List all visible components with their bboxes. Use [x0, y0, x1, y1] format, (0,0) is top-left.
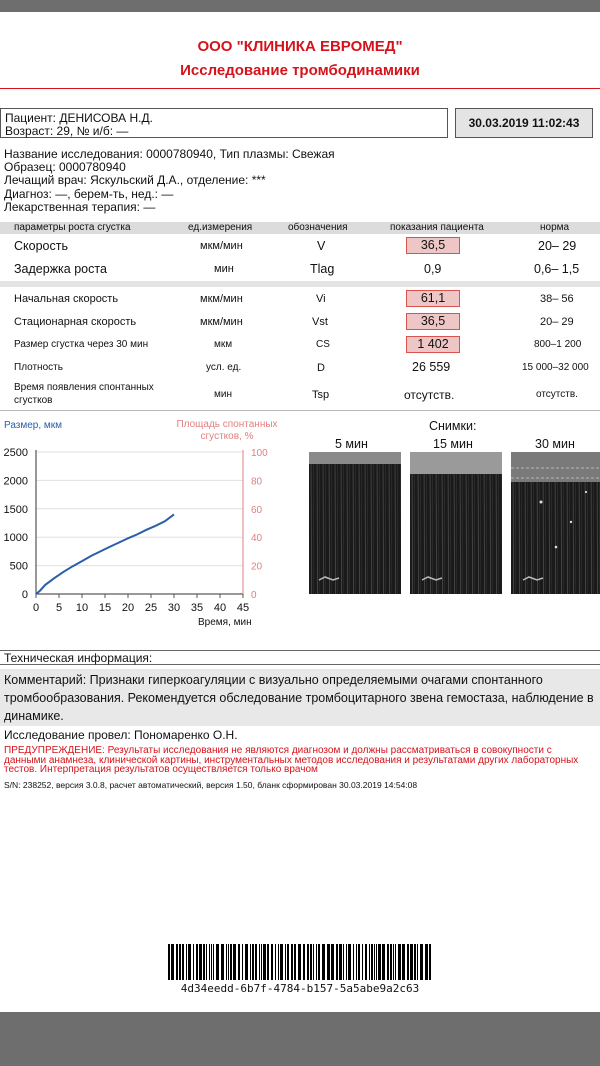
barcode-bar	[348, 944, 351, 980]
info-line: Лечащий врач: Яскульский Д.А., отделение: ***	[4, 173, 266, 188]
barcode-bar	[168, 944, 170, 980]
barcode	[168, 944, 434, 980]
param-unit: мин	[214, 389, 232, 400]
patient-value-flagged: 61,1	[406, 290, 460, 307]
param-norm: 38– 56	[540, 293, 574, 305]
barcode-bar	[310, 944, 312, 980]
barcode-bar	[193, 944, 194, 980]
barcode-bar	[298, 944, 301, 980]
param-norm: 0,6– 1,5	[534, 262, 580, 276]
barcode-bar	[275, 944, 276, 980]
barcode-bar	[213, 944, 214, 980]
barcode-bar	[307, 944, 309, 980]
snapshot-texture	[410, 452, 502, 594]
param-name	[14, 381, 154, 407]
header-unit: ед.измерения	[188, 222, 253, 233]
table-row	[0, 259, 600, 279]
param-norm: 800–1 200	[534, 339, 582, 350]
chart-grid	[36, 452, 243, 566]
header-norm: норма	[540, 222, 570, 233]
patient-age: Возраст: 29, № и/б: —	[5, 124, 129, 138]
param-code: Tlag	[310, 262, 335, 276]
param-name: Задержка роста	[14, 262, 107, 276]
param-code: V	[317, 239, 326, 253]
patient-value: 0,9	[424, 262, 442, 276]
barcode-bar	[362, 944, 363, 980]
barcode-bar	[358, 944, 360, 980]
param-unit: мин	[214, 263, 234, 275]
barcode-bar	[376, 944, 377, 980]
barcode-bar	[356, 944, 357, 980]
barcode-bar	[267, 944, 269, 980]
barcode-bar	[199, 944, 202, 980]
barcode-bar	[346, 944, 347, 980]
patient-value: 26 559	[412, 360, 451, 374]
size-curve	[36, 514, 174, 594]
param-unit: усл. ед.	[206, 362, 242, 373]
report-datetime: 30.03.2019 11:02:43	[455, 108, 593, 138]
barcode-bar	[387, 944, 389, 980]
param-name-line: сгустков	[14, 395, 53, 406]
patient-value-flagged: 36,5	[406, 313, 460, 330]
param-norm: отсутств.	[536, 389, 578, 400]
barcode-bar	[390, 944, 392, 980]
barcode-bar	[182, 944, 184, 980]
y-tick-label: 1000	[3, 532, 28, 545]
header-code: обозначения	[288, 222, 348, 233]
x-tick-label: 25	[144, 602, 158, 614]
tech-info: Техническая информация:	[0, 650, 600, 665]
chart-ticks	[4, 447, 269, 614]
y-tick-label: 500	[9, 560, 28, 573]
snapshot-label-30: 30 мин	[535, 437, 575, 451]
param-norm: 15 000–32 000	[522, 362, 589, 373]
barcode-bar	[417, 944, 418, 980]
patient-value: отсутств.	[404, 388, 455, 402]
barcode-bar	[294, 944, 296, 980]
barcode-bar	[318, 944, 320, 980]
growth-chart	[0, 440, 300, 640]
barcode-bar	[395, 944, 396, 980]
barcode-bar	[271, 944, 273, 980]
x-tick-label: 40	[213, 602, 227, 614]
y-tick-label: 1500	[3, 503, 28, 516]
bottom-bar	[0, 1012, 600, 1066]
x-tick-label: 45	[236, 602, 250, 614]
barcode-bar	[343, 944, 344, 980]
barcode-bar	[316, 944, 317, 980]
table-row	[0, 380, 600, 408]
x-tick-label: 0	[32, 602, 40, 614]
barcode-bar	[171, 944, 174, 980]
patient-value-flagged: 1 402	[406, 336, 460, 353]
table-row	[0, 335, 600, 355]
snapshot-label-15: 15 мин	[433, 437, 473, 451]
barcode-bar	[176, 944, 178, 980]
barcode-bar	[303, 944, 305, 980]
barcode-bar	[245, 944, 248, 980]
barcode-bar	[407, 944, 409, 980]
barcode-bar	[280, 944, 283, 980]
barcode-bar	[322, 944, 325, 980]
param-unit: мкм/мин	[200, 293, 243, 305]
info-line: Диагноз: —, берем-ть, нед.: —	[4, 186, 174, 201]
patient-name: Пациент: ДЕНИСОВА Н.Д.	[5, 111, 153, 125]
param-name: Стационарная скорость	[14, 316, 137, 328]
param-norm: 20– 29	[540, 316, 574, 328]
patient-box	[0, 108, 448, 138]
barcode-bar	[226, 944, 227, 980]
title-divider	[0, 88, 600, 89]
param-code: Vst	[312, 316, 328, 328]
barcode-bar	[230, 944, 232, 980]
x-tick-label: 15	[98, 602, 112, 614]
barcode-bar	[291, 944, 293, 980]
param-code: CS	[316, 339, 330, 350]
snapshot-image-5	[309, 452, 401, 594]
snapshot-label-5: 5 мин	[335, 437, 368, 451]
barcode-bar	[263, 944, 266, 980]
y-tick-label: 2500	[3, 447, 28, 459]
header-value: показания пациента	[390, 222, 484, 233]
param-name: Скорость	[14, 239, 68, 253]
snapshot-image-15	[410, 452, 502, 594]
study-info	[4, 148, 335, 214]
barcode-bar	[250, 944, 251, 980]
barcode-bar	[327, 944, 330, 980]
param-name: Плотность	[14, 362, 63, 373]
barcode-bar	[371, 944, 373, 980]
barcode-bar	[211, 944, 212, 980]
snapshot-texture	[309, 452, 401, 594]
x-tick-label: 35	[190, 602, 204, 614]
y-tick-label: 0	[21, 589, 28, 601]
param-code: Tsp	[312, 389, 330, 401]
barcode-id: 4d34eedd-6b7f-4784-b157-5a5abe9a2c63	[180, 982, 420, 995]
barcode-bar	[425, 944, 428, 980]
param-name-line: Время появления спонтанных	[14, 382, 154, 393]
barcode-bar	[255, 944, 257, 980]
y2-tick-label: 60	[251, 504, 263, 516]
barcode-bar	[261, 944, 262, 980]
barcode-bar	[382, 944, 385, 980]
barcode-bar	[216, 944, 219, 980]
barcode-bar	[336, 944, 338, 980]
barcode-bar	[378, 944, 381, 980]
barcode-bar	[398, 944, 401, 980]
table-row	[0, 236, 600, 256]
barcode-bar	[353, 944, 354, 980]
barcode-bar	[228, 944, 229, 980]
table-separator	[0, 281, 600, 287]
barcode-bar	[278, 944, 279, 980]
barcode-bar	[393, 944, 394, 980]
chart-y2label: Площадь спонтанных сгустков, %	[176, 419, 278, 442]
param-name: Начальная скорость	[14, 293, 119, 305]
barcode-bar	[179, 944, 181, 980]
info-line: Лекарственная терапия: —	[4, 199, 156, 214]
x-tick-label: 20	[121, 602, 135, 614]
table-row	[0, 312, 600, 332]
barcode-bar	[414, 944, 416, 980]
param-code: D	[317, 362, 325, 374]
chart-axes	[36, 450, 243, 594]
param-name: Размер сгустка через 30 мин	[14, 339, 149, 350]
barcode-bar	[374, 944, 375, 980]
param-code: Vi	[316, 293, 326, 305]
barcode-bar	[203, 944, 205, 980]
barcode-bar	[259, 944, 260, 980]
comment: Комментарий: Признаки гиперкоагуляции с визуально определяемыми очагами спонтанного тромбообразования. Рекомендуется обследование тромбоцитарного звена гемостаза, наблюдение в динамике.	[0, 669, 600, 726]
barcode-bar	[209, 944, 210, 980]
barcode-bar	[186, 944, 187, 980]
top-bar	[0, 0, 600, 12]
chart-ylabel: Размер, мкм	[4, 420, 63, 431]
barcode-bar	[420, 944, 423, 980]
y2-tick-label: 0	[251, 590, 257, 601]
barcode-bar	[410, 944, 413, 980]
performer: Исследование провел: Пономаренко О.Н.	[4, 728, 238, 742]
x-tick-label: 5	[55, 602, 63, 614]
header-param: параметры роста сгустка	[14, 222, 131, 233]
barcode-bar	[221, 944, 224, 980]
table-row	[0, 289, 600, 309]
table-header	[0, 222, 600, 234]
param-norm: 20– 29	[538, 239, 577, 253]
barcode-bar	[429, 944, 431, 980]
clinic-name: ООО "КЛИНИКА ЕВРОМЕД"	[197, 38, 403, 55]
chart-xlabel: Время, мин	[198, 617, 252, 628]
param-unit: мкм/мин	[200, 316, 243, 328]
y-tick-label: 2000	[3, 475, 28, 488]
snapshots-title: Снимки:	[429, 419, 477, 433]
barcode-bar	[196, 944, 198, 980]
y2-tick-label: 40	[251, 533, 263, 545]
snapshot-image-30	[511, 452, 600, 594]
barcode-bar	[238, 944, 240, 980]
x-tick-label: 30	[167, 602, 181, 614]
barcode-bar	[313, 944, 314, 980]
barcode-bar	[331, 944, 334, 980]
y2-tick-label: 80	[251, 476, 263, 488]
param-unit: мкм	[214, 339, 233, 350]
y2-tick-label: 100	[251, 448, 268, 459]
barcode-bar	[285, 944, 286, 980]
study-title: Исследование тромбодинамики	[180, 62, 420, 79]
info-line: Образец: 0000780940	[4, 160, 126, 175]
barcode-bar	[339, 944, 342, 980]
barcode-bar	[206, 944, 207, 980]
snapshot-texture	[511, 452, 600, 594]
barcode-bar	[369, 944, 370, 980]
barcode-bar	[233, 944, 236, 980]
barcode-bar	[287, 944, 289, 980]
serial-info: S/N: 238252, версия 3.0.8, расчет автоматический, версия 1.50, бланк сформирован 30.03.2019 14:54:08	[4, 780, 418, 790]
barcode-bar	[242, 944, 243, 980]
info-line: Название исследования: 0000780940, Тип плазмы: Свежая	[4, 147, 335, 161]
param-unit: мкм/мин	[200, 240, 243, 252]
x-tick-label: 10	[75, 602, 89, 614]
warning: ПРЕДУПРЕЖДЕНИЕ: Результаты исследования не являются диагнозом и должны рассматриваться в совокупности с данными анамнеза, клинической картины, инструментальных методов исследования и результатами других лабораторных тестов. Интерпретация результатов осуществляется только врачом	[4, 745, 579, 776]
patient-value-flagged: 36,5	[406, 237, 460, 254]
y2-tick-label: 20	[251, 561, 263, 573]
table-row	[0, 358, 600, 378]
barcode-bar	[188, 944, 191, 980]
barcode-bar	[365, 944, 367, 980]
table-bottom-line	[0, 410, 600, 411]
barcode-bar	[252, 944, 254, 980]
barcode-bar	[402, 944, 405, 980]
